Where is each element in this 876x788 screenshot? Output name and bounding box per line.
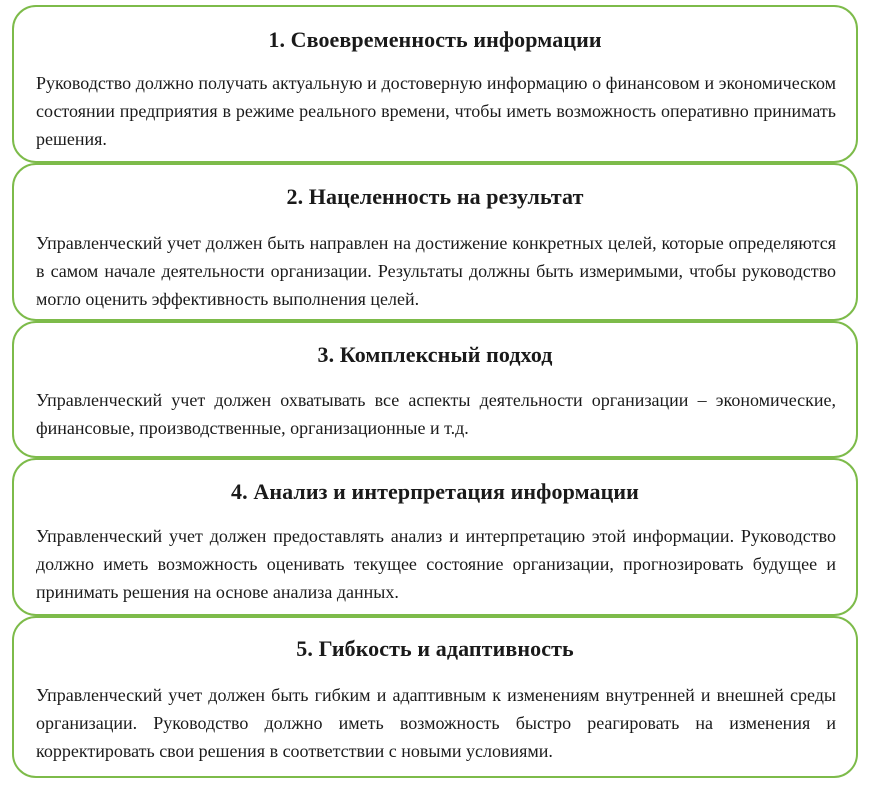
principle-title-4: 4. Анализ и интерпретация информации — [231, 479, 639, 504]
principle-text-4: Управленческий учет должен предоставлять анализ и интерпретацию этой информации. Руководство должно иметь возможность оценивать текущее состояние организации, прогнозировать будущее и принимать решения на основе анализа данных. — [36, 526, 836, 602]
principle-text-3: Управленческий учет должен охватывать все аспекты деятельности организации – экономические, финансовые, производственные, организационные и т.д. — [36, 390, 836, 438]
principle-card-1 — [12, 5, 858, 163]
principle-title-2: 2. Нацеленность на результат — [286, 184, 584, 209]
principle-text-2: Управленческий учет должен быть направлен на достижение конкретных целей, которые определяются в самом начале деятельности организации. Результаты должны быть измеримыми, чтобы руководство могло оценить эффективность выполнения целей. — [36, 233, 836, 309]
principle-title-3: 3. Комплексный подход — [317, 342, 553, 367]
principle-card-4 — [12, 458, 858, 616]
principle-text-5: Управленческий учет должен быть гибким и адаптивным к изменениям внутренней и внешней среды организации. Руководство должно иметь возможность быстро реагировать на изменения и корректировать свои решения в соответствии с новыми условиями. — [36, 685, 836, 761]
principle-text-1: Руководство должно получать актуальную и достоверную информацию о финансовом и экономическом состоянии предприятия в режиме реального времени, чтобы иметь возможность оперативно принимать решения. — [36, 73, 836, 149]
principle-title-5: 5. Гибкость и адаптивность — [296, 636, 574, 661]
principle-card-2 — [12, 163, 858, 321]
principle-title-1: 1. Своевременность информации — [268, 27, 602, 52]
principle-card-3 — [12, 321, 858, 458]
principle-card-5 — [12, 616, 858, 778]
